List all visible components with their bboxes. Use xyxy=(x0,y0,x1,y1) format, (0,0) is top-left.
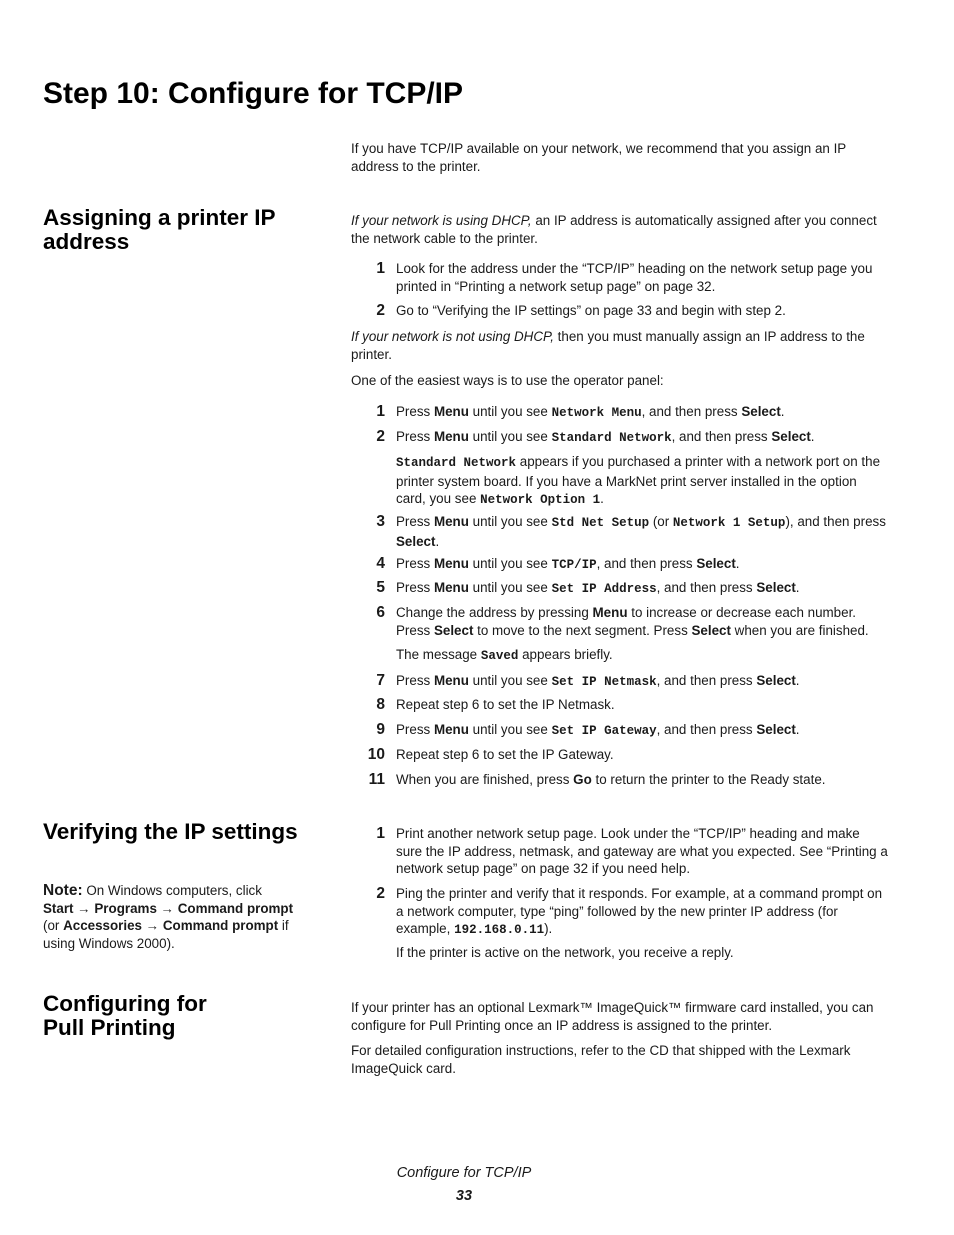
step-text: Go to “Verifying the IP settings” on page 33 and begin with step 2. xyxy=(396,303,786,318)
step-6-note: The message Saved appears briefly. xyxy=(396,647,613,663)
intro-paragraph: If you have TCP/IP available on your network, we recommend that you assign an IP address to the printer. xyxy=(351,141,846,174)
arrow-right-icon: → xyxy=(145,918,160,933)
pull-paragraph-1: If your printer has an optional Lexmark™ ImageQuick™ firmware card installed, you can configure for Pull Printing once an IP address is assigned to the printer. xyxy=(351,1000,874,1033)
footer-section-title: Configure for TCP/IP xyxy=(396,1165,532,1181)
verify-heading: Verifying the IP settings xyxy=(43,819,298,844)
verify-reply-note: If the printer is active on the network, you receive a reply. xyxy=(396,945,734,960)
arrow-right-icon: → xyxy=(160,900,175,916)
assign-heading: Assigning a printer IP address xyxy=(43,205,276,254)
nodhcp-paragraph: If your network is not using DHCP, then you must manually assign an IP address to the printer. xyxy=(351,329,865,362)
pull-heading: Configuring for Pull Printing xyxy=(43,991,207,1040)
step-2-note: Standard Network appears if you purchased a printer with a network port on the printer system board. If you have a MarkNet print server installed in the option card, you see Network Option 1. xyxy=(396,454,881,507)
windows-note: Note: On Windows computers, click Start → Programs → Command prompt (or Accessories → Command prompt if using Windows 2000). xyxy=(43,882,294,951)
step-text: Look for the address under the “TCP/IP” heading on the network setup page you printed in “Printing a network setup page” on page 32. xyxy=(396,261,873,294)
arrow-right-icon: → xyxy=(77,900,91,916)
easiest-paragraph: One of the easiest ways is to use the operator panel: xyxy=(351,373,664,388)
page-number: 33 xyxy=(455,1188,473,1204)
page-title: Step 10: Configure for TCP/IP xyxy=(43,77,464,110)
step-number: 1 xyxy=(376,260,385,277)
step-number: 2 xyxy=(376,302,385,319)
pull-paragraph-2: For detailed configuration instructions, refer to the CD that shipped with the Lexmark ImageQuick card. xyxy=(351,1043,851,1076)
dhcp-paragraph: If your network is using DHCP, an IP address is automatically assigned after you connect the network cable to the printer. xyxy=(351,213,877,246)
note-label: Note: xyxy=(43,882,83,899)
